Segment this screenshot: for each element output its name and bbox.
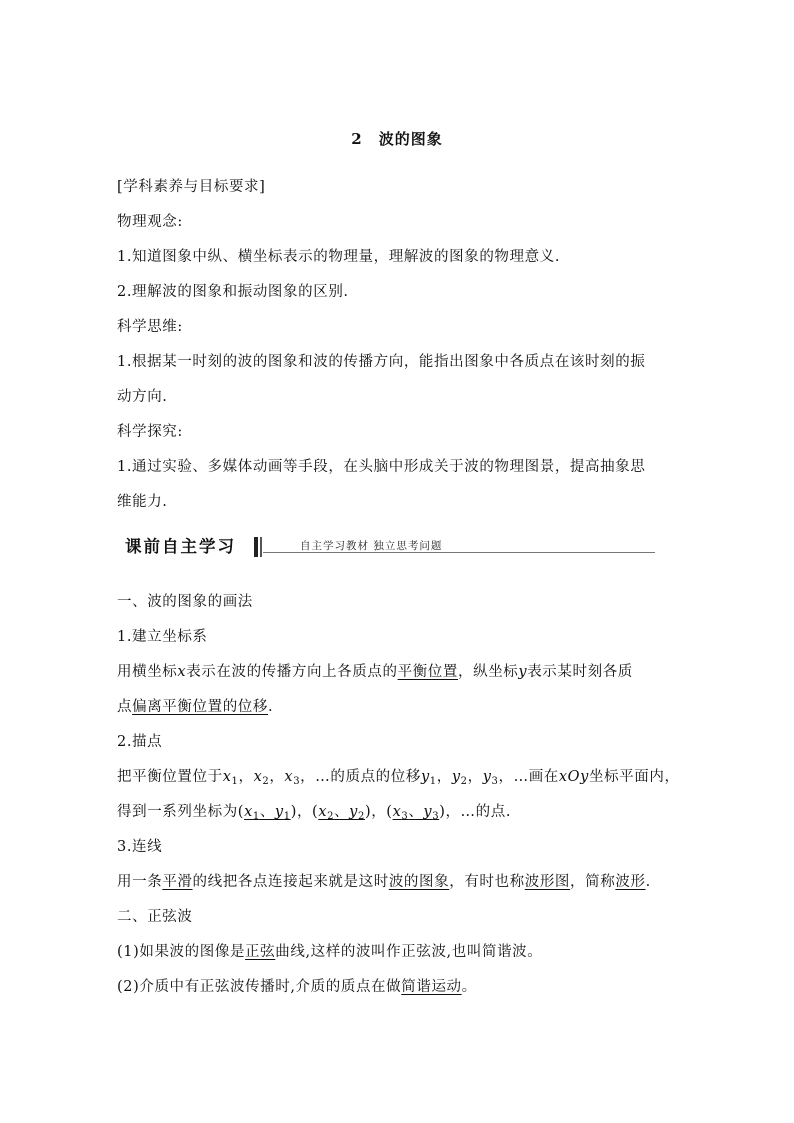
blank-answer: 偏离平衡位置的位移 — [132, 699, 269, 715]
section-banner — [117, 536, 655, 558]
step-1-heading: 1.建立坐标系 — [117, 629, 208, 645]
blank-answer: 波形 — [615, 874, 646, 890]
blank-answer: $x_1$、$y_1$ — [244, 804, 291, 822]
blank-answer: 正弦 — [245, 944, 276, 960]
inquiry-item-1: 1.通过实验、多媒体动画等手段，在头脑中形成关于波的物理图景，提高抽象思 — [117, 459, 646, 475]
concept-item-1: 1.知道图象中纵、横坐标表示的物理量，理解波的图象的物理意义. — [117, 249, 561, 265]
blank-answer: 平衡位置 — [397, 664, 458, 680]
section-number: 2 — [351, 130, 363, 148]
objectives-header: [学科素养与目标要求] — [117, 179, 266, 195]
step-2-line-2: 得到一系列坐标为($x_1$、$y_1$)，($x_2$、$y_2$)，($x_3$、$y_3$)，…的点. — [117, 804, 512, 822]
banner-divider-bar — [254, 537, 258, 557]
xoy-plane: xOy — [558, 769, 589, 785]
section-2-item-2: (2)介质中有正弦波传播时,介质的质点在做简谐运动。 — [117, 979, 477, 995]
var-x: x — [177, 664, 187, 680]
blank-answer: $x_3$、$y_3$ — [392, 804, 440, 822]
step-1-line-1: 用横坐标x表示在波的传播方向上各质点的平衡位置，纵坐标y表示某时刻各质 — [117, 664, 633, 680]
step-3-line-1: 用一条平滑的线把各点连接起来就是这时波的图象，有时也称波形图，简称波形. — [117, 874, 651, 890]
page-title — [0, 128, 794, 149]
step-3-heading: 3.连线 — [117, 839, 163, 855]
blank-answer: $x_2$、$y_2$ — [318, 804, 365, 822]
banner-divider-bar-thin — [260, 537, 262, 557]
concept-item-2: 2.理解波的图象和振动图象的区别. — [117, 284, 349, 300]
thinking-item-1-cont: 动方向. — [117, 389, 168, 405]
banner-subtitle: 自主学习教材 独立思考问题 — [300, 540, 443, 552]
step-1-line-2: 点偏离平衡位置的位移. — [117, 699, 274, 715]
inquiry-heading: 科学探究: — [117, 424, 183, 440]
thinking-heading: 科学思维: — [117, 319, 183, 335]
section-1-heading: 一、波的图象的画法 — [117, 594, 253, 610]
blank-answer: 简谐运动 — [401, 979, 462, 995]
step-2-heading: 2.描点 — [117, 734, 163, 750]
thinking-item-1: 1.根据某一时刻的波的图象和波的传播方向，能指出图象中各质点在该时刻的振 — [117, 354, 646, 370]
var-y: y — [518, 664, 528, 680]
blank-answer: 波的图象 — [388, 874, 450, 890]
section-2-item-1: (1)如果波的图像是正弦曲线,这样的波叫作正弦波,也叫简谐波。 — [117, 944, 543, 960]
blank-answer: 波形图 — [524, 874, 571, 890]
banner-label: 课前自主学习 — [125, 537, 236, 556]
concept-heading: 物理观念: — [117, 214, 183, 230]
inquiry-item-1-cont: 维能力. — [117, 494, 168, 510]
section-2-heading: 二、正弦波 — [117, 909, 193, 925]
step-2-line-1: 把平衡位置位于$x_1$，$x_2$，$x_3$，…的质点的位移$y_1$，$y_2$，$y_3$，…画在xOy坐标平面内， — [117, 769, 680, 787]
title-text: 波的图象 — [378, 130, 443, 148]
blank-answer: 平滑 — [162, 874, 193, 890]
